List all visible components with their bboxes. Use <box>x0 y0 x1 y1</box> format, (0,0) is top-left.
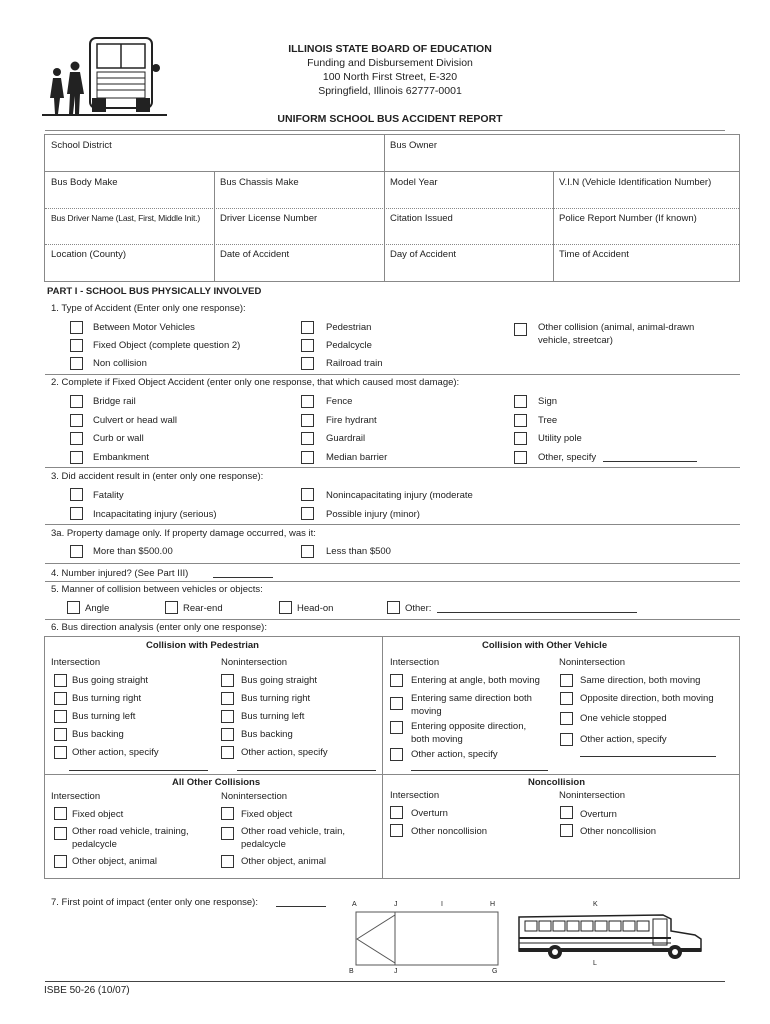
other-int-option: Other road vehicle, training, <box>72 826 189 837</box>
q2-option: Bridge rail <box>93 396 136 407</box>
q1-checkbox-between-motor-vehicles[interactable] <box>70 321 83 334</box>
veh-nonint-option: Same direction, both moving <box>580 675 701 686</box>
q2-checkbox-utility-pole[interactable] <box>514 432 527 445</box>
noncoll-intersection-label: Intersection <box>390 790 440 801</box>
q1-option: Fixed Object (complete question 2) <box>93 340 241 351</box>
other-nonint-option-cont: pedalcycle <box>241 839 286 850</box>
ped-int-checkbox[interactable] <box>54 746 67 759</box>
q6-label: 6. Bus direction analysis (enter only one response): <box>51 622 267 633</box>
ped-int-option: Other action, specify <box>72 747 159 758</box>
other-nonint-option: Other object, animal <box>241 856 327 867</box>
veh-int-option-cont: both moving <box>411 734 463 745</box>
bus-chassis-make-field[interactable]: Bus Chassis Make <box>220 177 299 188</box>
q2-checkbox-culvert[interactable] <box>70 414 83 427</box>
other-int-option: Fixed object <box>72 809 124 820</box>
agency-name: ILLINOIS STATE BOARD OF EDUCATION <box>288 43 492 55</box>
q1-option: Pedalcycle <box>326 340 372 351</box>
q1-checkbox-non-collision[interactable] <box>70 357 83 370</box>
bus-body-make-field[interactable]: Bus Body Make <box>51 177 118 188</box>
veh-nonint-checkbox[interactable] <box>560 733 573 746</box>
other-nonint-checkbox[interactable] <box>221 827 234 840</box>
q1-option: Pedestrian <box>326 322 372 333</box>
q1-option: Railroad train <box>326 358 383 369</box>
ped-nonint-option: Bus backing <box>241 729 293 740</box>
veh-int-option: Entering at angle, both moving <box>411 675 540 686</box>
noncoll-nonintersection-label: Nonintersection <box>559 790 626 801</box>
q5-option: Other: <box>405 603 432 614</box>
ped-intersection-label: Intersection <box>51 657 101 668</box>
q5-option: Head-on <box>297 603 334 614</box>
q2-option: Other, specify <box>538 452 597 463</box>
ped-nonint-checkbox[interactable] <box>221 674 234 687</box>
ped-int-checkbox[interactable] <box>54 674 67 687</box>
q5-other-specify-line[interactable] <box>437 603 637 613</box>
q3-checkbox-possible-injury[interactable] <box>301 507 314 520</box>
noncoll-nonint-option: Overturn <box>580 809 617 820</box>
q2-option: Embankment <box>93 452 149 463</box>
impact-diagram-topview <box>355 911 501 970</box>
q1-checkbox-pedalcycle[interactable] <box>301 339 314 352</box>
q3a-option: Less than $500 <box>326 546 391 557</box>
q2-checkbox-median-barrier[interactable] <box>301 451 314 464</box>
ped-int-checkbox[interactable] <box>54 710 67 723</box>
ped-nonint-option: Other action, specify <box>241 747 328 758</box>
other-int-checkbox[interactable] <box>54 855 67 868</box>
veh-int-option: Entering opposite direction, <box>411 721 527 732</box>
q1-checkbox-pedestrian[interactable] <box>301 321 314 334</box>
q3a-checkbox-more-than-500[interactable] <box>70 545 83 558</box>
q7-impact-input[interactable] <box>276 897 326 907</box>
q2-option: Fence <box>326 396 353 407</box>
q3-label: 3. Did accident result in (enter only one response): <box>51 471 264 482</box>
other-int-checkbox[interactable] <box>54 807 67 820</box>
driver-license-field[interactable]: Driver License Number <box>220 213 318 224</box>
q2-checkbox-other[interactable] <box>514 451 527 464</box>
diagram-letter: G <box>492 968 498 975</box>
bus-side-icon <box>515 905 705 964</box>
ped-int-option: Bus going straight <box>72 675 149 686</box>
q5-checkbox-angle[interactable] <box>67 601 80 614</box>
ped-int-option: Bus backing <box>72 729 124 740</box>
other-nonintersection-label: Nonintersection <box>221 791 288 802</box>
date-field[interactable]: Date of Accident <box>220 249 290 260</box>
q3a-option: More than $500.00 <box>93 546 173 557</box>
division: Funding and Disbursement Division <box>307 57 473 69</box>
q2-checkbox-tree[interactable] <box>514 414 527 427</box>
part1-title: PART I - SCHOOL BUS PHYSICALLY INVOLVED <box>47 286 262 297</box>
q2-other-specify-line[interactable] <box>603 452 697 462</box>
q2-checkbox-fence[interactable] <box>301 395 314 408</box>
q2-option: Median barrier <box>326 452 388 463</box>
q5-checkbox-rear-end[interactable] <box>165 601 178 614</box>
noncoll-int-checkbox-overturn[interactable] <box>390 806 403 819</box>
bus-logo <box>42 32 167 118</box>
ped-int-option: Bus turning right <box>72 693 142 704</box>
noncoll-nonint-checkbox-other[interactable] <box>560 824 573 837</box>
other-int-option-cont: pedalcycle <box>72 839 117 850</box>
other-int-checkbox[interactable] <box>54 827 67 840</box>
veh-int-option-cont: moving <box>411 706 442 717</box>
q3a-checkbox-less-than-500[interactable] <box>301 545 314 558</box>
veh-nonint-option: Opposite direction, both moving <box>580 693 714 704</box>
time-field[interactable]: Time of Accident <box>559 249 629 260</box>
veh-nonint-checkbox[interactable] <box>560 712 573 725</box>
q2-checkbox-bridge-rail[interactable] <box>70 395 83 408</box>
q2-label: 2. Complete if Fixed Object Accident (enter only one response, that which caused most damage): <box>51 377 460 388</box>
q3-option: Incapacitating injury (serious) <box>93 509 217 520</box>
veh-nonint-option: One vehicle stopped <box>580 713 667 724</box>
q1-checkbox-fixed-object[interactable] <box>70 339 83 352</box>
veh-nonint-specify-line[interactable] <box>580 756 716 757</box>
q5-checkbox-other[interactable] <box>387 601 400 614</box>
other-intersection-label: Intersection <box>51 791 101 802</box>
q3-checkbox-fatality[interactable] <box>70 488 83 501</box>
info-grid <box>44 134 740 282</box>
noncoll-int-option: Overturn <box>411 808 448 819</box>
veh-nonint-option: Other action, specify <box>580 734 667 745</box>
address-line1: 100 North First Street, E-320 <box>322 71 458 83</box>
ped-nonint-specify-line[interactable] <box>237 770 376 771</box>
q7-label: 7. First point of impact (enter only one response): <box>51 897 258 908</box>
veh-int-specify-line[interactable] <box>411 770 548 771</box>
diagram-letter: H <box>490 901 496 908</box>
other-nonint-checkbox[interactable] <box>221 807 234 820</box>
q5-option: Rear-end <box>183 603 223 614</box>
form-id: ISBE 50-26 (10/07) <box>44 985 130 996</box>
other-int-option: Other object, animal <box>72 856 158 867</box>
q2-option: Fire hydrant <box>326 415 377 426</box>
q4-number-injured-input[interactable] <box>213 568 273 578</box>
ped-nonint-checkbox[interactable] <box>221 728 234 741</box>
q2-option: Guardrail <box>326 433 366 444</box>
ped-nonint-checkbox[interactable] <box>221 746 234 759</box>
police-report-field[interactable]: Police Report Number (If known) <box>559 213 697 224</box>
bus-owner-field[interactable]: Bus Owner <box>390 140 437 151</box>
q2-option: Utility pole <box>538 433 582 444</box>
veh-int-checkbox[interactable] <box>390 697 403 710</box>
q2-option: Tree <box>538 415 558 426</box>
q1-option: Between Motor Vehicles <box>93 322 195 333</box>
form-title: UNIFORM SCHOOL BUS ACCIDENT REPORT <box>277 113 503 125</box>
q2-checkbox-curb[interactable] <box>70 432 83 445</box>
q1-option: vehicle, streetcar) <box>538 335 613 346</box>
diagram-letter: K <box>593 901 598 908</box>
vin-field[interactable]: V.I.N (Vehicle Identification Number) <box>559 177 712 188</box>
q4-label: 4. Number injured? (See Part III) <box>51 568 189 579</box>
q2-option: Sign <box>538 396 558 407</box>
veh-nonintersection-label: Nonintersection <box>559 657 626 668</box>
driver-name-field[interactable]: Bus Driver Name (Last, First, Middle Init.) <box>51 213 200 223</box>
diagram-letter: J <box>394 968 398 975</box>
other-nonint-checkbox[interactable] <box>221 855 234 868</box>
q2-checkbox-fire-hydrant[interactable] <box>301 414 314 427</box>
noncoll-title: Noncollision <box>528 777 585 788</box>
diagram-letter: A <box>352 901 357 908</box>
veh-title: Collision with Other Vehicle <box>482 640 608 651</box>
veh-nonint-checkbox[interactable] <box>560 692 573 705</box>
veh-int-option: Entering same direction both <box>411 693 532 704</box>
noncoll-int-checkbox-other[interactable] <box>390 824 403 837</box>
q2-checkbox-embankment[interactable] <box>70 451 83 464</box>
address-line2: Springfield, Illinois 62777-0001 <box>318 85 462 97</box>
q2-checkbox-sign[interactable] <box>514 395 527 408</box>
q2-option: Curb or wall <box>93 433 144 444</box>
q2-checkbox-guardrail[interactable] <box>301 432 314 445</box>
noncoll-int-option: Other noncollision <box>411 826 488 837</box>
diagram-letter: I <box>441 901 443 908</box>
location-field[interactable]: Location (County) <box>51 249 126 260</box>
day-field[interactable]: Day of Accident <box>390 249 457 260</box>
diagram-letter: L <box>593 960 597 967</box>
citation-field[interactable]: Citation Issued <box>390 213 453 224</box>
noncoll-nonint-option: Other noncollision <box>580 826 657 837</box>
q1-checkbox-other-collision[interactable] <box>514 323 527 336</box>
q1-option: Other collision (animal, animal-drawn <box>538 322 695 333</box>
veh-intersection-label: Intersection <box>390 657 440 668</box>
ped-int-checkbox[interactable] <box>54 692 67 705</box>
other-title: All Other Collisions <box>172 777 261 788</box>
ped-title: Collision with Pedestrian <box>146 640 259 651</box>
ped-nonint-option: Bus turning right <box>241 693 311 704</box>
other-nonint-option: Other road vehicle, train, <box>241 826 346 837</box>
ped-nonint-checkbox[interactable] <box>221 710 234 723</box>
q5-checkbox-head-on[interactable] <box>279 601 292 614</box>
model-year-field[interactable]: Model Year <box>390 177 438 188</box>
diagram-letter: B <box>349 968 354 975</box>
veh-int-option: Other action, specify <box>411 749 498 760</box>
q3-option: Nonincapacitating injury (moderate <box>326 490 473 501</box>
veh-nonint-checkbox[interactable] <box>560 674 573 687</box>
ped-nonint-option: Bus turning left <box>241 711 305 722</box>
q5-label: 5. Manner of collision between vehicles or objects: <box>51 584 263 595</box>
ped-nonintersection-label: Nonintersection <box>221 657 288 668</box>
q2-option: Culvert or head wall <box>93 415 177 426</box>
q5-option: Angle <box>85 603 110 614</box>
ped-int-specify-line[interactable] <box>69 770 208 771</box>
q3-option: Possible injury (minor) <box>326 509 420 520</box>
school-district-field[interactable]: School District <box>51 140 112 151</box>
veh-int-checkbox[interactable] <box>390 748 403 761</box>
q1-checkbox-railroad-train[interactable] <box>301 357 314 370</box>
diagram-letter: J <box>394 901 398 908</box>
ped-nonint-option: Bus going straight <box>241 675 318 686</box>
q3-option: Fatality <box>93 490 124 501</box>
q3-checkbox-incapacitating[interactable] <box>70 507 83 520</box>
veh-int-checkbox[interactable] <box>390 674 403 687</box>
ped-int-option: Bus turning left <box>72 711 136 722</box>
noncoll-nonint-checkbox-overturn[interactable] <box>560 806 573 819</box>
q3-checkbox-nonincapacitating[interactable] <box>301 488 314 501</box>
ped-int-checkbox[interactable] <box>54 728 67 741</box>
q1-option: Non collision <box>93 358 147 369</box>
ped-nonint-checkbox[interactable] <box>221 692 234 705</box>
q1-label: 1. Type of Accident (Enter only one response): <box>51 303 246 314</box>
veh-int-checkbox[interactable] <box>390 721 403 734</box>
other-nonint-option: Fixed object <box>241 809 293 820</box>
q3a-label: 3a. Property damage only. If property damage occurred, was it: <box>51 528 316 539</box>
